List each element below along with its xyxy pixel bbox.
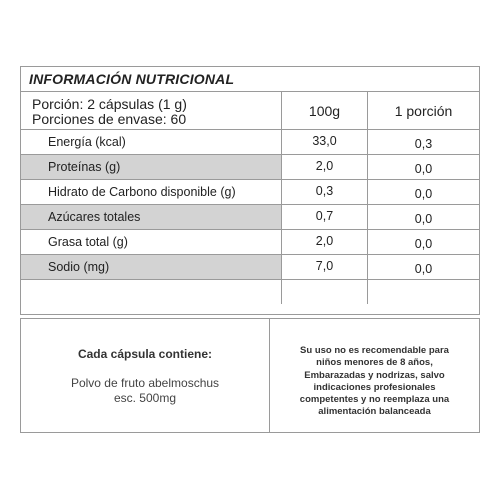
serving-header-row [21, 92, 479, 130]
capsule-info-panel [20, 318, 480, 433]
warning-line: Embarazadas y nodrizas, salvo [304, 369, 445, 381]
capsule-ingredient [21, 376, 269, 406]
nutrient-value-100g: 33,0 [282, 130, 368, 154]
warning-line: Su uso no es recomendable para [300, 345, 449, 356]
nutrient-value-100g: 0,3 [282, 180, 368, 204]
nutrient-value-portion: 0,0 [414, 212, 433, 226]
nutrient-value-portion: 0,0 [414, 162, 433, 176]
ingredient-dose: esc. 500mg [113, 391, 177, 405]
nutrient-value-portion: 0,3 [414, 137, 433, 151]
ingredient-line: Polvo de fruto abelmoschus [70, 376, 220, 390]
nutrition-facts-table [20, 66, 480, 315]
capsule-composition [21, 319, 270, 432]
nutrient-label: Proteínas (g) [21, 155, 282, 179]
empty-cell [282, 280, 368, 304]
nutrient-row-carbohydrate [21, 180, 479, 205]
nutrient-value-portion: 0,0 [414, 237, 433, 251]
empty-cell [368, 280, 479, 304]
nutrient-label: Sodio (mg) [21, 255, 282, 279]
column-header-portion: 1 porción [394, 103, 453, 119]
empty-row [21, 280, 479, 304]
nutrient-row-sodium [21, 255, 479, 280]
nutrient-value-100g: 2,0 [282, 230, 368, 254]
empty-cell [21, 280, 282, 304]
nutrient-label: Grasa total (g) [21, 230, 282, 254]
nutrient-row-fat [21, 230, 479, 255]
serving-info [21, 92, 282, 129]
nutrient-label: Energía (kcal) [21, 130, 282, 154]
column-header-100g: 100g [282, 92, 368, 129]
warning-line: competentes y no reemplaza una [299, 394, 450, 406]
servings-per-container: Porciones de envase: 60 [32, 111, 187, 127]
nutrient-value-portion: 0,0 [414, 262, 433, 276]
warning-notice [270, 319, 479, 432]
nutrient-row-energy [21, 130, 479, 155]
nutrient-label: Azúcares totales [21, 205, 282, 229]
nutrition-title: INFORMACIÓN NUTRICIONAL [21, 67, 479, 92]
warning-line: alimentación balanceada [318, 406, 431, 418]
serving-size: Porción: 2 cápsulas (1 g) [32, 96, 187, 112]
nutrient-value-portion: 0,0 [414, 187, 433, 201]
capsule-heading: Cada cápsula contiene: [77, 347, 213, 361]
warning-line: indicaciones profesionales [313, 381, 436, 393]
nutrient-row-sugars [21, 205, 479, 230]
nutrient-value-100g: 2,0 [282, 155, 368, 179]
warning-line: niños menores de 8 años, [316, 357, 433, 369]
nutrient-value-100g: 7,0 [282, 255, 368, 279]
nutrient-value-100g: 0,7 [282, 205, 368, 229]
nutrient-row-protein [21, 155, 479, 180]
nutrient-label: Hidrato de Carbono disponible (g) [21, 180, 282, 204]
